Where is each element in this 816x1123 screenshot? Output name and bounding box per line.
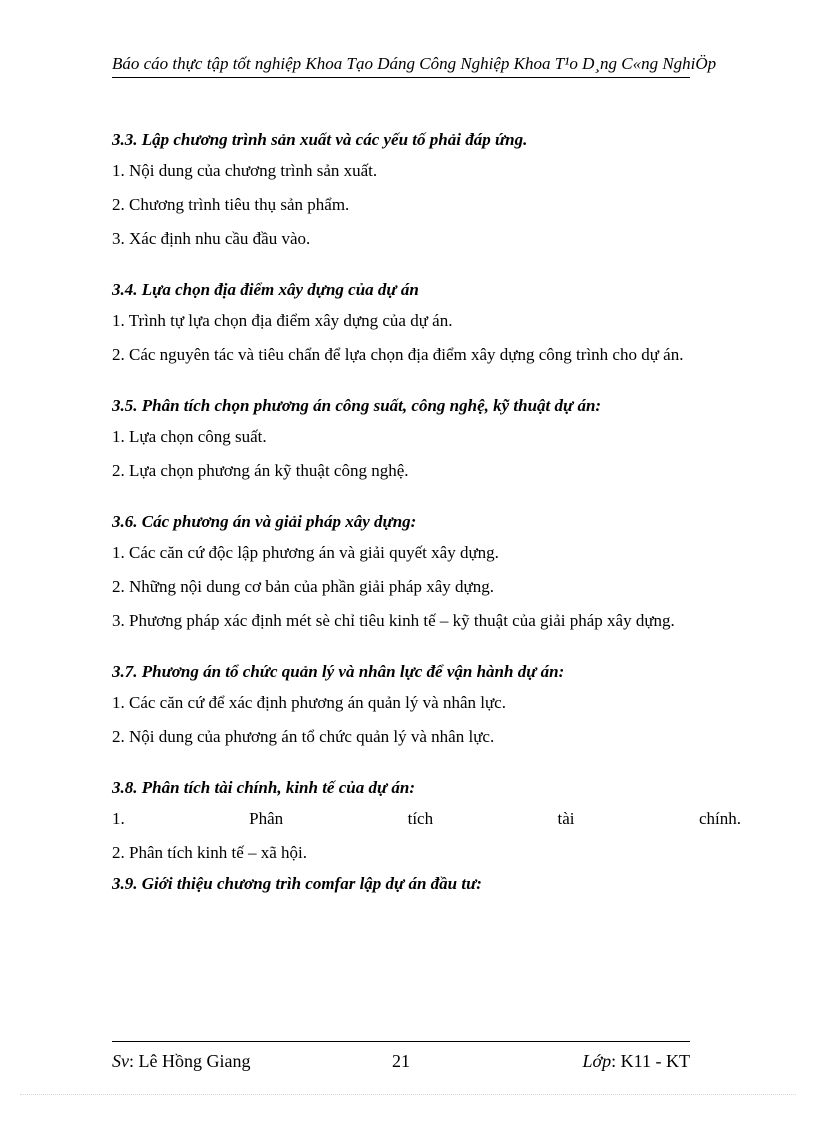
list-item: 2. Các nguyên tác và tiêu chẩn để lựa chọn địa điểm xây dựng công trình cho dự án. xyxy=(112,345,684,364)
list-item: 2. Nội dung của phương án tổ chức quản lý và nhân lực. xyxy=(112,727,495,746)
list-item: 2. Những nội dung cơ bản của phần giải pháp xây dựng. xyxy=(112,577,494,596)
section-3-6 xyxy=(112,508,741,638)
page-number: 21 xyxy=(392,1051,410,1071)
list-item: 1. Lựa chọn công suất. xyxy=(112,427,267,446)
word: tích xyxy=(407,809,434,828)
section-3-7 xyxy=(112,658,741,754)
list-item: 2. Phân tích kinh tế – xã hội. xyxy=(112,843,308,862)
section-heading: 3.5. Phân tích chọn phương án công suất, công nghệ, kỹ thuật dự án: xyxy=(112,396,602,415)
list-item: 1. Các căn cứ độc lập phương án và giải quyết xây dựng. xyxy=(112,543,499,562)
spacer xyxy=(112,256,741,276)
section-3-9 xyxy=(112,870,741,898)
list-item-justified xyxy=(112,802,741,836)
section-heading: 3.9. Giới thiệu chương trìh comfar lập dự án đầu tư: xyxy=(112,874,482,893)
spacer xyxy=(112,638,741,658)
section-heading: 3.4. Lựa chọn địa điểm xây dựng của dự án xyxy=(112,280,419,299)
class-label: Lớp xyxy=(582,1051,612,1071)
list-item: 1. Nội dung của chương trình sản xuất. xyxy=(112,161,378,180)
word: tài xyxy=(557,809,575,828)
header-rule xyxy=(112,77,690,78)
section-3-4 xyxy=(112,276,741,372)
student-name: : Lê Hồng Giang xyxy=(129,1051,251,1071)
spacer xyxy=(112,372,741,392)
word: chính. xyxy=(698,809,741,828)
list-item: 3. Xác định nhu cầu đầu vào. xyxy=(112,229,311,248)
page-header xyxy=(112,52,732,75)
word: Phân xyxy=(249,809,284,828)
page-footer xyxy=(112,1049,690,1073)
section-3-5 xyxy=(112,392,741,488)
list-item: 2. Chương trình tiêu thụ sản phẩm. xyxy=(112,195,350,214)
section-3-8 xyxy=(112,774,741,870)
document-body xyxy=(112,126,741,898)
section-heading: 3.3. Lập chương trình sản xuất và các yếu tố phải đáp ứng. xyxy=(112,130,528,149)
footer-rule xyxy=(112,1041,690,1042)
spacer xyxy=(112,754,741,774)
header-text: Báo cáo thực tập tốt nghiệp Khoa Tạo Dáng Công Nghiệp Khoa T¹o D¸ng C«ng NghiÖp xyxy=(112,54,717,73)
word: 1. xyxy=(112,809,125,828)
spacer xyxy=(112,488,741,508)
class-info xyxy=(583,1049,690,1073)
student-label: Sv xyxy=(112,1051,129,1071)
list-item: 2. Lựa chọn phương án kỹ thuật công nghệ. xyxy=(112,461,409,480)
list-item: 1. Trình tự lựa chọn địa điểm xây dựng của dự án. xyxy=(112,311,453,330)
class-value: : K11 - KT xyxy=(611,1051,690,1071)
section-heading: 3.6. Các phương án và giải pháp xây dựng: xyxy=(112,512,417,531)
list-item: 1. Các căn cứ để xác định phương án quản lý và nhân lực. xyxy=(112,693,506,712)
section-3-3 xyxy=(112,126,741,256)
page-edge-dotted-line xyxy=(20,1094,796,1095)
list-item: 3. Phương pháp xác định mét sè chỉ tiêu kinh tế – kỹ thuật của giải pháp xây dựng. xyxy=(112,611,675,630)
section-heading: 3.8. Phân tích tài chính, kinh tế của dự án: xyxy=(112,778,416,797)
section-heading: 3.7. Phương án tổ chức quản lý và nhân lực để vận hành dự án: xyxy=(112,662,565,681)
student-info xyxy=(112,1049,250,1073)
